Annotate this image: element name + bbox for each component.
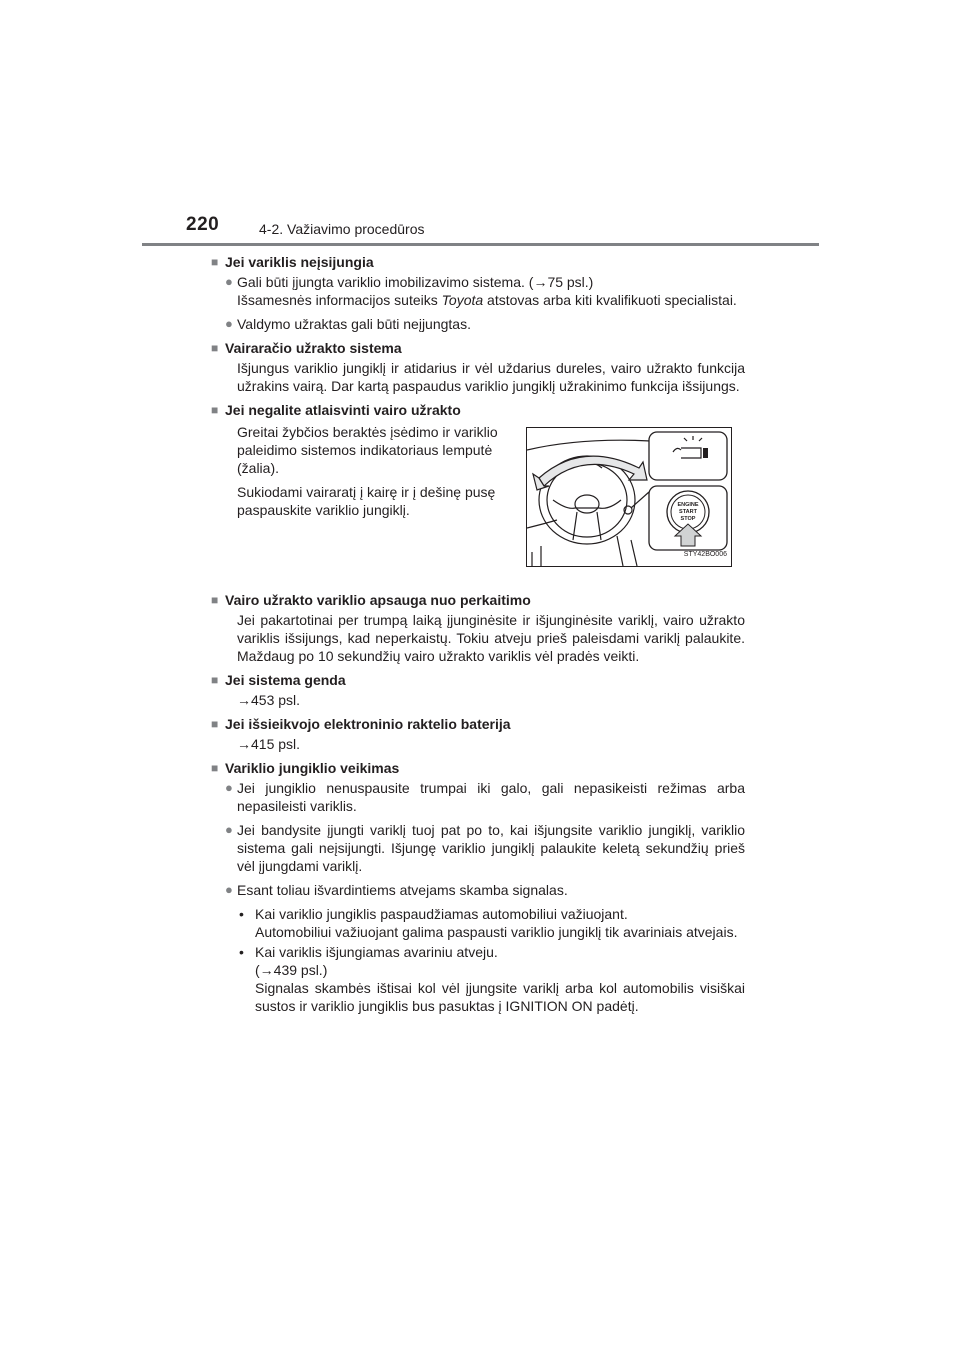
section-overheat-protection bbox=[211, 591, 745, 665]
section-steering-lock-release bbox=[211, 401, 745, 583]
square-bullet-icon: ■ bbox=[211, 673, 219, 687]
section-heading: ■ Jei sistema genda bbox=[211, 672, 346, 688]
square-bullet-icon: ■ bbox=[211, 717, 219, 731]
sub-list-item: • Kai variklio jungiklis paspaudžiamas automobiliui važiuojant. Automobiliui važiuojant galima paspausti variklio jungiklį tik avariniais atvejais. bbox=[239, 906, 738, 940]
section-steering-lock-system bbox=[211, 339, 745, 395]
section-heading: ■ Vairaračio užrakto sistema bbox=[211, 340, 402, 356]
section-heading: ■ Jei variklis neįsijungia bbox=[211, 254, 374, 270]
section-heading: ■ Jei negalite atlaisvinti vairo užrakto bbox=[211, 402, 461, 418]
section-heading: ■ Vairo užrakto variklio apsauga nuo perkaitimo bbox=[211, 592, 531, 608]
square-bullet-icon: ■ bbox=[211, 593, 219, 607]
button-label-stop: STOP bbox=[680, 516, 696, 522]
section-text: Greitai žybčios beraktės įsėdimo ir variklio paleidimo sistemos indikatoriaus lemputė (žalia). bbox=[237, 424, 498, 476]
page-number: 220 bbox=[186, 214, 220, 235]
page-reference: →453 psl. bbox=[237, 692, 301, 708]
circle-bullet-icon: ● bbox=[225, 780, 233, 795]
square-bullet-icon: ■ bbox=[211, 761, 219, 775]
section-text: Jei pakartotinai per trumpą laiką įjunginėsite ir išjunginėsite variklį, vairo užrakto variklis išsijungs, kad neperkaistų. Tokiu atveju prieš paleisdami variklį palaukite. Maždaug po 10 sekundžių vairo užrakto variklis vėl pradės veikti. bbox=[237, 612, 745, 664]
section-heading: ■ Jei išsieikvojo elektroninio raktelio baterija bbox=[211, 716, 511, 732]
bullet-item: ● Valdymo užraktas gali būti neįjungtas. bbox=[225, 316, 471, 332]
steering-wheel-illustration bbox=[526, 427, 732, 567]
circle-bullet-icon: ● bbox=[225, 274, 233, 289]
small-bullet-icon: • bbox=[239, 944, 244, 960]
bullet-item: ● Jei bandysite įjungti variklį tuoj pat po to, kai išjungsite variklio jungiklį, variklio sistema gali neįsijungti. Išjungę variklio jungiklį palaukite keletą sekundžių prieš vėl įjungdami variklį. bbox=[225, 822, 745, 874]
small-bullet-icon: • bbox=[239, 906, 244, 922]
button-label-start: START bbox=[679, 509, 697, 515]
square-bullet-icon: ■ bbox=[211, 403, 219, 417]
section-title: 4-2. Važiavimo procedūros bbox=[259, 221, 425, 237]
square-bullet-icon: ■ bbox=[211, 341, 219, 355]
section-key-battery bbox=[211, 715, 745, 753]
circle-bullet-icon: ● bbox=[225, 822, 233, 837]
sub-list-item: • Kai variklis išjungiamas avariniu atveju. (→439 psl.) Signalas skambės ištisai kol vėl įjungsite variklį arba kol automobilis visiškai sustos ir variklio jungiklis bus pasuktas į IGNITION ON padėtį. bbox=[239, 944, 745, 1014]
bullet-item: ● Esant toliau išvardintiems atvejams skamba signalas. bbox=[225, 882, 568, 898]
circle-bullet-icon: ● bbox=[225, 316, 233, 331]
section-engine-not-starting bbox=[211, 253, 745, 333]
figure-code: STY42BO006 bbox=[683, 551, 727, 558]
bullet-item: ● Gali būti įjungta variklio imobilizavimo sistema. (→75 psl.) Išsamesnės informacijos suteiks Toyota atstovas arba kiti kvalifikuoti specialistai. bbox=[225, 274, 737, 308]
section-text: Išjungus variklio jungiklį ir atidarius ir vėl uždarius dureles, vairo užrakto funkcija užrakins vairą. Dar kartą paspaudus variklio jungiklį užrakinimo funkcija išsijungs. bbox=[237, 360, 745, 394]
section-system-failure bbox=[211, 671, 745, 709]
section-text: Sukiodami vairaratį į kairę ir į dešinę pusę paspauskite variklio jungiklį. bbox=[237, 484, 496, 518]
header-divider bbox=[142, 243, 819, 246]
bullet-item: ● Jei jungiklio nenuspausite trumpai iki galo, gali nepasikeisti režimas arba nepasileisti variklis. bbox=[225, 780, 745, 814]
square-bullet-icon: ■ bbox=[211, 255, 219, 269]
button-label-engine: ENGINE bbox=[677, 502, 699, 508]
circle-bullet-icon: ● bbox=[225, 882, 233, 897]
page-reference: →415 psl. bbox=[237, 736, 301, 752]
section-heading: ■ Variklio jungiklio veikimas bbox=[211, 760, 400, 776]
page-content bbox=[211, 253, 745, 1019]
section-engine-switch-operation bbox=[211, 759, 745, 1015]
